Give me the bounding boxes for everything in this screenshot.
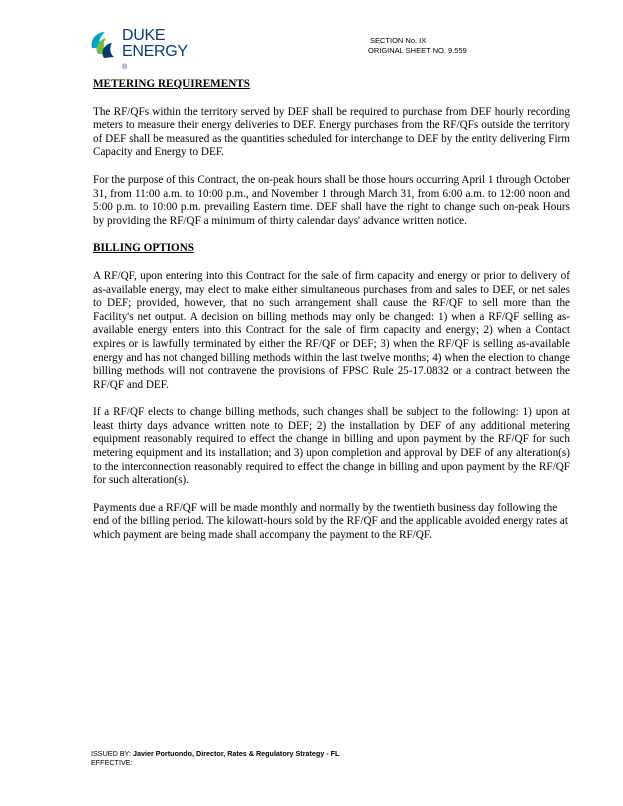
- billing-paragraph-2: If a RF/QF elects to change billing methods, such changes shall be subject to the following: 1) upon at least thirty days advance written note to DEF; 2) the installation by DEF of any additional metering equipment reasonably required to effect the change in billing and upon payment by the RF/QF for such metering equipment and its installation; and 3) upon completion and approval by DEF of any alteration(s) to the interconnection reasonably required to effect the change in billing and upon payment by the RF/QF for such alteration(s).: [93, 406, 570, 487]
- logo-reg-mark: ®: [122, 64, 127, 71]
- duke-energy-logo-mark-icon: [88, 28, 120, 60]
- logo-line-duke: DUKE: [122, 27, 166, 44]
- billing-paragraph-1: A RF/QF, upon entering into this Contract for the sale of firm capacity and energy or prior to delivery of as-available energy, may elect to make either simultaneous purchases from and sales to DEF, or net sales to DEF; provided, however, that no such arrangement shall cause the RF/QF to sell more than the Facility's net output. A decision on billing methods may only be changed: 1) when a RF/QF selling as-available energy enters into this Contract for the sale of firm capacity and energy; 2) when a Contact expires or is lawfully terminated by either the RF/QF or DEF; 3) when the RF/QF is selling as-available energy and has not changed billing methods within the last twelve months; 4) when the election to change billing methods will not contravene the provisions of FPSC Rule 25-17.0832 or a contract between the RF/QF and DEF.: [93, 269, 570, 391]
- effective-label: EFFECTIVE:: [91, 758, 133, 767]
- issued-by-label: ISSUED BY:: [91, 749, 131, 758]
- metering-paragraph-2: For the purpose of this Contract, the on-peak hours shall be those hours occurring April 1 through October 31, from 11:00 a.m. to 10:00 p.m., and November 1 through March 31, from 6:00 a.m. to 12:00 noon and 5:00 p.m. to 10:00 p.m. prevailing Eastern time. DEF shall have the right to change such on-peak Hours by providing the RF/QF a minimum of thirty calendar days' advance written notice.: [93, 173, 570, 227]
- footer: [91, 749, 339, 767]
- billing-paragraph-3: Payments due a RF/QF will be made monthly and normally by the twentieth business day following the end of the billing period. The kilowatt-hours sold by the RF/QF and the applicable avoided energy rates at which payment are being made shall accompany the payment to the RF/QF.: [93, 501, 568, 542]
- logo-wordmark: [122, 28, 188, 76]
- issued-by-line: [91, 749, 339, 758]
- metering-heading: METERING REQUIREMENTS: [93, 78, 250, 90]
- metering-paragraph-1: The RF/QFs within the territory served by DEF shall be required to purchase from DEF hourly recording meters to measure their energy deliveries to DEF. Energy purchases from the RF/QFs outside the territory of DEF shall be measured as the quantities scheduled for interchange to DEF by the entity delivering Firm Capacity and Energy to DEF.: [93, 105, 570, 159]
- document-body: [93, 78, 570, 557]
- issued-by-value: Javier Portuondo, Director, Rates & Regulatory Strategy - FL: [132, 749, 340, 758]
- billing-heading: BILLING OPTIONS: [93, 242, 195, 255]
- logo-line-energy: ENERGY: [122, 43, 188, 60]
- duke-energy-logo: [88, 26, 198, 71]
- sheet-info: [368, 36, 467, 55]
- section-number: SECTION No. IX: [370, 36, 427, 45]
- sheet-number: ORIGINAL SHEET NO. 9.559: [368, 45, 467, 55]
